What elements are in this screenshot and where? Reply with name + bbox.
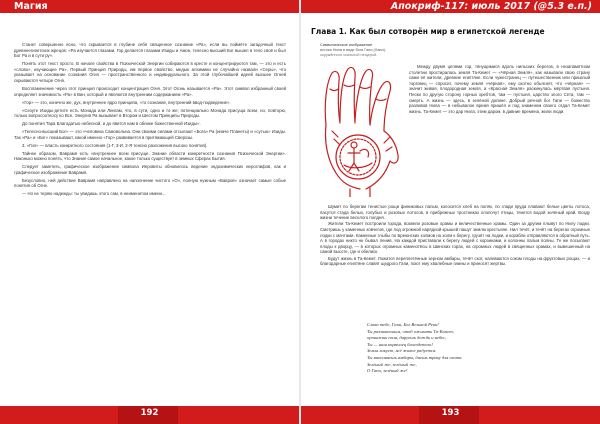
left-paragraph: Следует заметить, графическое изображение символа Иеровиты обновилось ведение эндохимических иероглифов, как и графическое изображение Ваврамя. [14,164,286,175]
right-header-title: Апокриф-117: июль 2017 (@5.3 е.п.) [390,1,592,12]
right-paragraph: Шумит по берегам тенистые рощи финиковых пальм, колосится хлеб на полях, по глади пруда плавают белые цветы лотоса, пасутся стада белых, голубых и розовых лотосов, в прибрежных тростниках хлопочут птицы, тянется водой зелёный край. Возду жизни течение веселого полдня. [320,204,590,221]
left-paragraph: «Гор» — это, конечно же, дух, внутреннее ядро принципа, «то сознание, внутренний ввод-подведение». [22,99,231,105]
figure-caption [320,43,410,57]
caption-line-2: истока Нила в виде бога Гапи (Хапи), [320,47,386,52]
right-paragraph: Между двумя цепями гор, тянущимися вдоль нильских берегов, в незапамятном столетии простиралась земля Та-Кемет — «Чёрная Земля», как называли свою страну сами её жители, древние египтяне. Если чужестранец — путешественник или пришлый торговец — спросит, почему земля «чёрная», ему охотно объяснят, что «чёрная» — значит живая, плодородная земля, а «Красная Земля» раскинулась мёртвая пустыня. Пески по другую сторону горных хребтов, там — пустыня, царство злого Сета, там — смерть. А жизнь — здесь, в зелёной долине. Добрый речной бог Гапи — божество разливов Нила — в небывалое время пришёл и под знаменем своего отдал Та-Кемет жизнь. Та-Кемет — это дар Нила, этим даром, в давние времена, жили люди. [409,64,590,114]
right-text-column-top [409,64,590,114]
left-page [0,0,299,424]
right-page-number: 193 [441,408,460,418]
left-page-number: 192 [140,408,159,418]
right-header-bar [301,0,600,13]
hapi-hand-figure-icon [320,65,404,197]
right-page [301,0,600,424]
left-paragraph: «Сезуте Изиды-детите есть Монада или Лингам, что, в сути, одно и то же; потенциально Монада присуща всем, но, повторю, только вопросоотносу ко Все. Энергия Ра вызывает в Втором и Шестом Принципы Природы. [14,107,286,119]
poem-line: О Гапи, зелёный же! [367,368,408,374]
right-text-column-bottom [320,204,590,267]
left-paragraph: 3. «Гил» — власть конкретного состояния (1-Г, 3-И, 2-Я тенсио разложения высоко понятия). [22,142,208,148]
left-text-column [14,42,286,199]
left-header-title: Магия [14,1,48,12]
left-header-bar [0,0,299,13]
poem-line: Ты наполняешь амбары, даешь траву для скота. [367,354,463,360]
left-paragraph: Воспламенение через этот принцип происходит концентрация Огня. Этот Огонь называется «Ра». Этот символ избранный своей определяет значимость «Ра» в Вин, который и являются внутренним содержанием «Ра». [14,85,286,97]
left-footer-bar [0,406,299,424]
right-footer-bar [301,406,600,424]
left-paragraph: — Но не теряю надежды: ты увидишь этого сам, в неименитом имени... [22,191,166,197]
left-paragraph: Понять этот текст просто. В начале свойства в Психической Энергии собираются в кресте и концентрируются там, — это и есть «слово», изучающее Ра». Первый Принцип Природы, им первое свойство, медью алхимики не случайно назвали «Серы», что указывает на основание сознания Огня — пространственного и индивидуального. За этой глубочайшей идеей высшее Огней скрываются четыре Огня. [14,61,286,83]
poem-line: орошаешь поля, даруешь дождь и небес, [367,335,447,341]
left-paragraph: Станет совершенно ясно, что скрывается в глубине себя священное сознание «Ра», если вы поймёте загадочный текст древнеегипетских жрецов: «Ра изучается глазами, Гор делается глазами Изиды и Амон, телесно высший Бог вышел в тело своё и был Бог Ра и в сути ру». [14,42,286,59]
poem-line: Ты — наш кормилец благодетель! [367,341,434,347]
caption-line-1: Символическое изображение [320,43,373,47]
poem-line: Земля ликует, всё живое радуется. [367,348,437,354]
hymn-poem [367,322,567,375]
chapter-title: Глава 1. Как был сотворён мир в египетской легенде [311,27,545,36]
left-paragraph: «Телесно-высший Бог» — это «человека Самовольна. Они своими силами отсылают «Бога» Ра (иначе Планеты) и «сутью» Изиды. Так «Ра» и «Бог» показывают, какой именно «Гор» развивается в притяжающей Сверхзы. [14,129,286,140]
caption-line-3: окружённого скальной пещерой. [320,52,378,57]
right-paragraph: Жители Та-Кемет построили города, возвели розовые храмы и величественные храмы. Один за другим плывут по Нилу лодки. Смотришь у каменных ковчегов, где под огромной нарядной крышей пашут землю крестьяне. Нил течёт, и течёт на берегах огромные лодки с мачтами. Каменные глыбы по Бреюнских холмов на холм к берегу, грузят на лодки, и корабли отправляются в обратный путь. А в городах никто не бывал ленив. На каждой приставали к берегу людей с корзинами, и колонны пальм полны. Те же посылают плоды к дворцу, — в которых огромных каменотёсы в Шинских горах, на огромных людей в священных храмах, и вывешенный на самой высоте, где и обелиск. [320,221,590,255]
left-paragraph: Тайнее образом, Ваврамя есть «внутреннее всем присуще. Знание области конкретности сознания Психической Энергии». Наконько можно понять, что Знание самое начальное, какое только существует в земных Сферах Бытия. [14,150,286,162]
left-paragraph: Безусловно, ней действие Ваврамя направлено на наполнение чистого «О», полную нужным «Вавров» означает самые собые понятия об Огне. [14,177,286,189]
poem-line: Зелёный же, зелёный же, [367,361,417,367]
poem-line: Ты разливаешься, чтоб оживить Та-Кемет, [367,328,454,334]
left-paragraph: До понятия Тара Благодатью небесной, и до явится нам в облике божественной Изиды». [22,121,201,127]
right-paragraph: Будут жизнь в Та-Кемет. Ложатся переплетённые зерном амбары, течёт скот, наливаются соком плоды на фруктовых рощах, — и благодарные египтяне славят щедрого Гапи, поют ему хвалебные гимны и приносят жертвы. [320,255,590,267]
poem-line: Слава тебе, Гапи, Бог Великой Реки! [367,322,439,327]
